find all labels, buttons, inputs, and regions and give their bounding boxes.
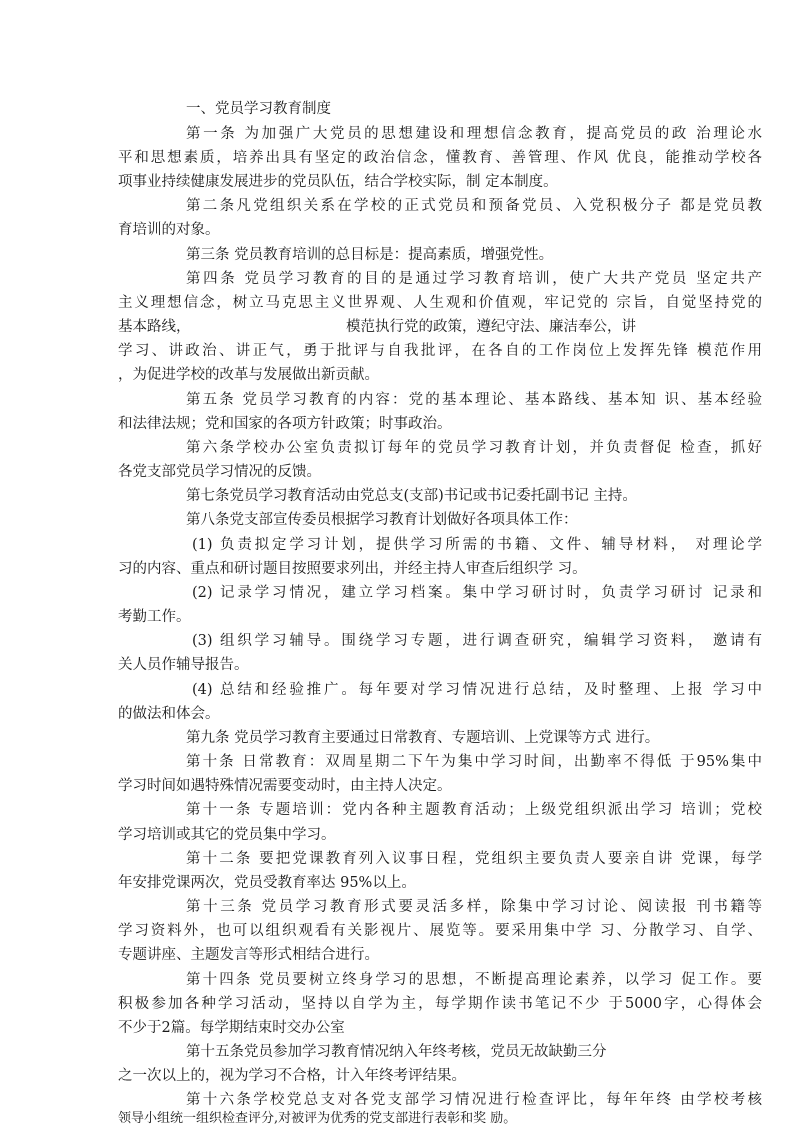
text-line: (2) 记录学习情况，建立学习档案。集中学习研讨时，负责学习研讨 记录和 [192, 585, 762, 601]
text-line: 第十条 日常教育：双周星期二下午为集中学习时间，出勤率不得低 于95%集中 [186, 754, 762, 770]
text-line: 第八条党支部宣传委员根据学习教育计划做好各项具体工作： [186, 512, 578, 528]
text-line: 第五条 党员学习教育的内容：党的基本理论、基本路线、基本知 识、基本经验 [186, 392, 762, 408]
text-line: ，为促进学校的改革与发展做出新贡献。 [118, 367, 379, 383]
text-line: 关人员作辅导报告。 [118, 657, 249, 673]
text-line: 第七条党员学习教育活动由党总支(支部)书记或书记委托副书记 主持。 [186, 488, 637, 504]
text-line: 学习、讲政治、讲正气，勇于批评与自我批评，在各自的工作岗位上发挥先锋 模范作用 [118, 343, 762, 359]
text-line: 年安排党课两次，党员受教育率达 95%以上。 [118, 875, 416, 891]
text-line: (3) 组织学习辅导。围绕学习专题，进行调查研究，编辑学习资料， 邀请有 [192, 633, 762, 649]
text-line: 平和思想素质，培养出具有坚定的政治信念，懂教育、善管理、作风 优良，能推动学校各 [118, 150, 762, 166]
text-line: 第四条 党员学习教育的目的是通过学习教育培训，使广大共产党员 坚定共产 [186, 271, 762, 287]
text-line: 育培训的对象。 [118, 222, 220, 238]
text-line: 各党支部党员学习情况的反馈。 [118, 464, 321, 480]
text-line: 第十一条 专题培训：党内各种主题教育活动；上级党组织派出学习 培训；党校 [186, 802, 762, 818]
text-line: 学习时间如遇特殊情况需要变动时，由主持人决定。 [118, 778, 452, 794]
text-line: 第三条 党员教育培训的总目标是：提高素质，增强党性。 [186, 247, 554, 263]
text-line: 基本路线， [118, 319, 191, 335]
text-line: 学习资料外，也可以组织观看有关影视片、展览等。要采用集中学 习、分散学习、自学、 [118, 923, 762, 939]
text-line: 第十三条 党员学习教育形式要灵活多样，除集中学习讨论、阅读报 刊书籍等 [186, 899, 762, 915]
text-line: 模范执行党的政策，遵纪守法、廉洁奉公，讲 [346, 319, 636, 335]
text-line: 第九条 党员学习教育主要通过日常教育、专题培训、上党课等方式 进行。 [186, 730, 660, 746]
text-line: 项事业持续健康发展进步的党员队伍，结合学校实际，制 定本制度。 [118, 174, 558, 190]
text-line: (4) 总结和经验推广。每年要对学习情况进行总结，及时整理、上报 学习中 [192, 682, 762, 698]
text-line: 第六条学校办公室负责拟订每年的党员学习教育计划，并负责督促 检查，抓好 [186, 440, 762, 456]
text-line: 第十五条党员参加学习教育情况纳入年终考核，党员无故缺勤三分 [186, 1044, 607, 1060]
text-line: 和法律法规；党和国家的各项方针政策；时事政治。 [118, 416, 452, 432]
text-line: 第十六条学校党总支对各党支部学习情况进行检查评比，每年年终 由学校考核 [186, 1092, 762, 1108]
text-line: 之一次以上的，视为学习不合格，计入年终考评结果。 [118, 1068, 466, 1084]
text-line: 考勤工作。 [118, 609, 191, 625]
text-line: 第十二条 要把党课教育列入议事日程，党组织主要负责人要亲自讲 党课，每学 [186, 851, 762, 867]
text-line: 积极参加各种学习活动，坚持以自学为主，每学期作读书笔记不少 于5000字，心得体会 [118, 996, 762, 1012]
text-line: 专题讲座、主题发言等形式相结合进行。 [118, 947, 379, 963]
text-line: 主义理想信念，树立马克思主义世界观、人生观和价值观，牢记党的 宗旨，自觉坚持党的 [118, 295, 762, 311]
text-line: 的做法和体会。 [118, 706, 220, 722]
text-line: (1) 负责拟定学习计划，提供学习所需的书籍、文件、辅导材料， 对理论学 [192, 537, 762, 553]
text-line: 第十四条 党员要树立终身学习的思想，不断提高理论素养，以学习 促工作。要 [186, 972, 762, 988]
text-line: 第二条凡党组织关系在学校的正式党员和预备党员、入党积极分子 都是党员教 [186, 198, 762, 214]
text-line: 第一条 为加强广大党员的思想建设和理想信念教育，提高党员的政 治理论水 [186, 126, 762, 142]
text-line: 不少于2篇。每学期结束时交办公室 [118, 1020, 345, 1036]
section-title: 一、党员学习教育制度 [186, 101, 331, 117]
text-line: 学习培训或其它的党员集中学习。 [118, 827, 336, 843]
text-line: 领导小组统一组织检查评分,对被评为优秀的党支部进行表彰和奖 励。 [118, 1111, 517, 1126]
text-line: 习的内容、重点和研讨题目按照要求列出，并经主持人审查后组织学 习。 [118, 561, 587, 577]
